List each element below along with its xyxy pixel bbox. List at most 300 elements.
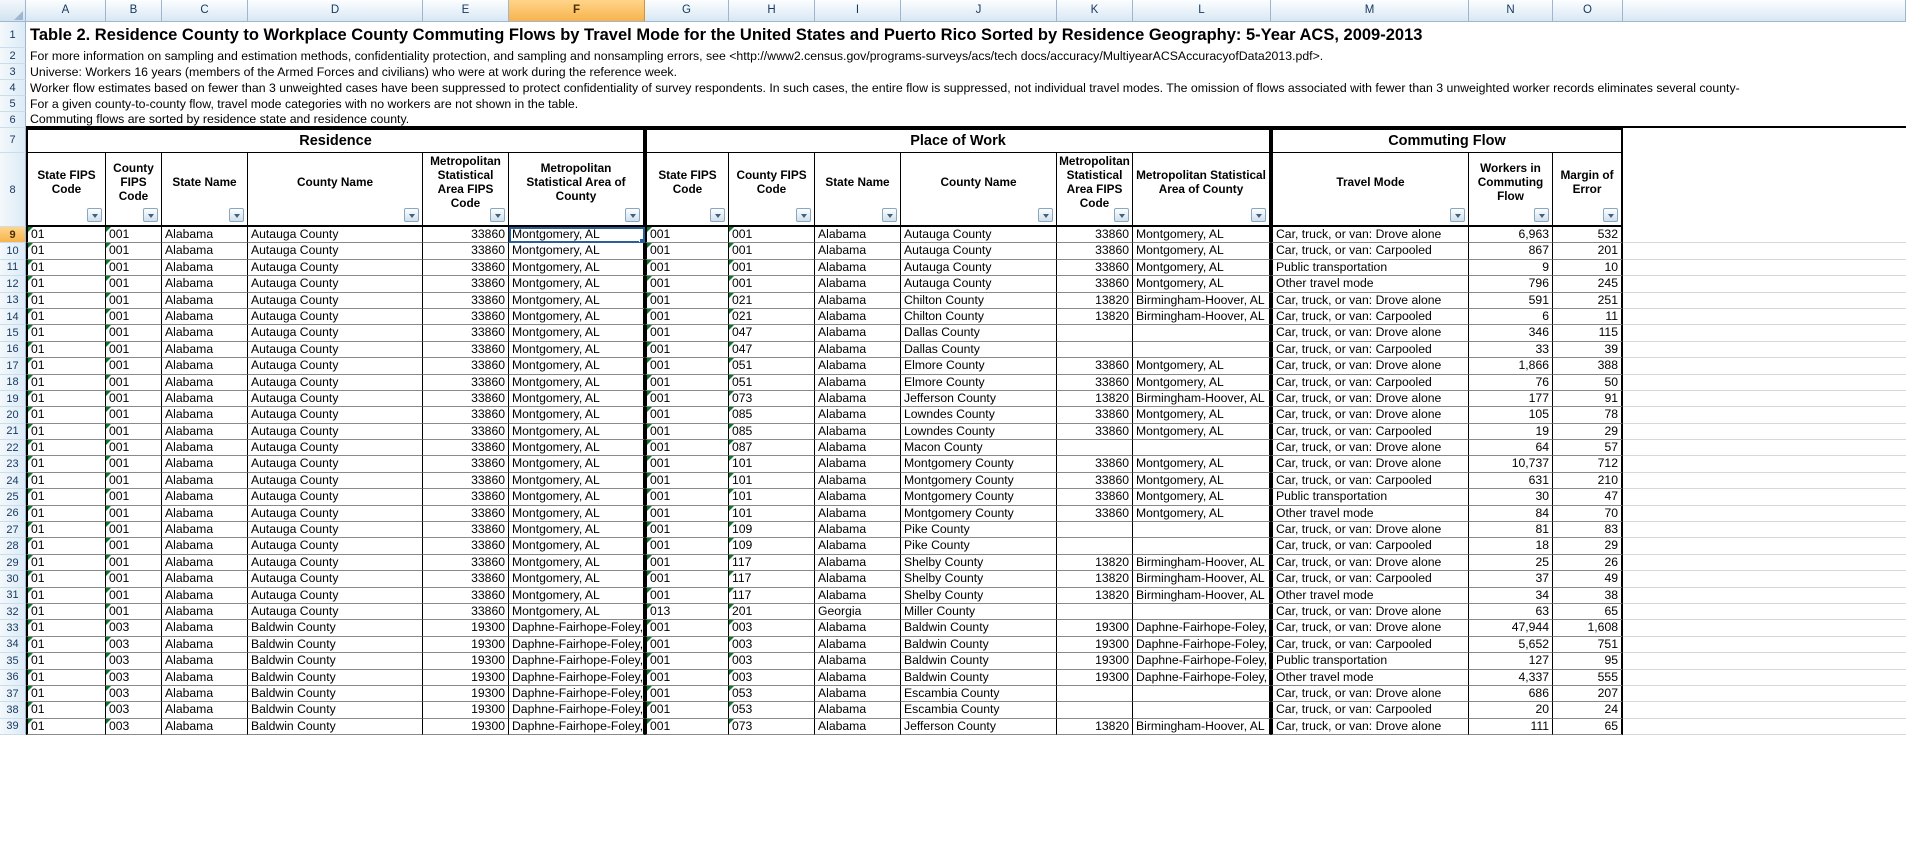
cell-travel-mode[interactable]: Car, truck, or van: Drove alone — [1271, 391, 1469, 407]
cell-pow-county-fips[interactable]: 001 — [729, 227, 815, 243]
table-row[interactable] — [0, 260, 1906, 276]
cell-res-state-name[interactable]: Alabama — [162, 489, 248, 505]
cell-pow-state-fips[interactable]: 001 — [645, 407, 729, 423]
cell-travel-mode[interactable]: Car, truck, or van: Drove alone — [1271, 407, 1469, 423]
cell-pow-msa-name[interactable] — [1133, 440, 1271, 456]
cell-pow-county-name[interactable]: Autauga County — [901, 276, 1057, 292]
row-header-31[interactable]: 31 — [0, 588, 26, 604]
cell-res-msa-fips[interactable]: 33860 — [423, 243, 509, 259]
cell-res-state-fips[interactable]: 01 — [26, 620, 106, 636]
cell-res-county-name[interactable]: Baldwin County — [248, 686, 423, 702]
cell-pow-state-name[interactable]: Alabama — [815, 260, 901, 276]
cell-res-county-fips[interactable]: 001 — [106, 555, 162, 571]
cell-pow-msa-fips[interactable]: 19300 — [1057, 620, 1133, 636]
cell-pow-state-fips[interactable]: 001 — [645, 719, 729, 735]
cell-pow-msa-name[interactable] — [1133, 686, 1271, 702]
cell-res-msa-name[interactable]: Montgomery, AL — [509, 243, 645, 259]
cell-res-county-name[interactable]: Autauga County — [248, 260, 423, 276]
cell-workers[interactable]: 76 — [1469, 375, 1553, 391]
cell-pow-county-fips[interactable]: 051 — [729, 375, 815, 391]
cell-moe[interactable]: 201 — [1553, 243, 1623, 259]
table-row[interactable] — [0, 309, 1906, 325]
cell-res-state-name[interactable]: Alabama — [162, 571, 248, 587]
cell-pow-state-name[interactable]: Alabama — [815, 243, 901, 259]
row-header-30[interactable]: 30 — [0, 571, 26, 587]
cell-travel-mode[interactable]: Car, truck, or van: Drove alone — [1271, 293, 1469, 309]
cell-pow-msa-fips[interactable] — [1057, 325, 1133, 341]
row-header-19[interactable]: 19 — [0, 391, 26, 407]
cell-pow-msa-fips[interactable]: 33860 — [1057, 506, 1133, 522]
cell-workers[interactable]: 5,652 — [1469, 637, 1553, 653]
row-header-34[interactable]: 34 — [0, 637, 26, 653]
cell-pow-state-name[interactable]: Alabama — [815, 588, 901, 604]
cell-res-state-name[interactable]: Alabama — [162, 456, 248, 472]
cell-pow-county-fips[interactable]: 001 — [729, 243, 815, 259]
cell-pow-state-name[interactable]: Alabama — [815, 325, 901, 341]
cell-res-state-fips[interactable]: 01 — [26, 440, 106, 456]
table-row[interactable] — [0, 538, 1906, 554]
cell-pow-msa-name[interactable]: Montgomery, AL — [1133, 473, 1271, 489]
cell-workers[interactable]: 37 — [1469, 571, 1553, 587]
cell-pow-msa-name[interactable] — [1133, 538, 1271, 554]
cell-pow-state-name[interactable]: Alabama — [815, 538, 901, 554]
cell-pow-msa-fips[interactable]: 13820 — [1057, 293, 1133, 309]
cell-res-state-fips[interactable]: 01 — [26, 407, 106, 423]
cell-res-msa-name[interactable]: Montgomery, AL — [509, 522, 645, 538]
cell-workers[interactable]: 84 — [1469, 506, 1553, 522]
cell-res-county-name[interactable]: Autauga County — [248, 358, 423, 374]
cell-res-msa-fips[interactable]: 33860 — [423, 588, 509, 604]
cell-pow-county-fips[interactable]: 051 — [729, 358, 815, 374]
column-header-a[interactable]: A — [26, 0, 106, 21]
cell-pow-msa-fips[interactable]: 19300 — [1057, 637, 1133, 653]
cell-res-msa-name[interactable]: Montgomery, AL — [509, 506, 645, 522]
cell-res-state-fips[interactable]: 01 — [26, 276, 106, 292]
cell-travel-mode[interactable]: Car, truck, or van: Carpooled — [1271, 309, 1469, 325]
cell-travel-mode[interactable]: Car, truck, or van: Drove alone — [1271, 555, 1469, 571]
cell-res-msa-fips[interactable]: 19300 — [423, 719, 509, 735]
cell-res-county-fips[interactable]: 003 — [106, 686, 162, 702]
cell-res-state-fips[interactable]: 01 — [26, 653, 106, 669]
cell-res-msa-fips[interactable]: 33860 — [423, 342, 509, 358]
filter-dropdown-icon[interactable] — [1114, 208, 1129, 222]
cell-pow-msa-name[interactable]: Daphne-Fairhope-Foley, — [1133, 620, 1271, 636]
cell-moe[interactable]: 26 — [1553, 555, 1623, 571]
cell-pow-county-name[interactable]: Autauga County — [901, 227, 1057, 243]
filter-dropdown-icon[interactable] — [1534, 208, 1549, 222]
cell-pow-county-name[interactable]: Dallas County — [901, 325, 1057, 341]
cell-pow-county-name[interactable]: Shelby County — [901, 588, 1057, 604]
cell-res-county-name[interactable]: Autauga County — [248, 227, 423, 243]
cell-pow-state-fips[interactable]: 001 — [645, 588, 729, 604]
cell-pow-state-fips[interactable]: 001 — [645, 391, 729, 407]
cell-pow-msa-name[interactable]: Daphne-Fairhope-Foley, — [1133, 670, 1271, 686]
cell-res-state-fips[interactable]: 01 — [26, 325, 106, 341]
cell-res-msa-fips[interactable]: 33860 — [423, 522, 509, 538]
cell-res-msa-name[interactable]: Montgomery, AL — [509, 358, 645, 374]
cell-moe[interactable]: 210 — [1553, 473, 1623, 489]
cell-res-msa-fips[interactable]: 33860 — [423, 309, 509, 325]
filter-dropdown-icon[interactable] — [1450, 208, 1465, 222]
cell-workers[interactable]: 111 — [1469, 719, 1553, 735]
cell-res-state-fips[interactable]: 01 — [26, 506, 106, 522]
table-row[interactable] — [0, 424, 1906, 440]
cell-pow-county-fips[interactable]: 073 — [729, 719, 815, 735]
table-row[interactable] — [0, 522, 1906, 538]
row-header-32[interactable]: 32 — [0, 604, 26, 620]
cell-pow-county-name[interactable]: Montgomery County — [901, 506, 1057, 522]
cell-pow-state-fips[interactable]: 001 — [645, 637, 729, 653]
row-header-39[interactable]: 39 — [0, 719, 26, 735]
cell-res-state-name[interactable]: Alabama — [162, 309, 248, 325]
cell-workers[interactable]: 686 — [1469, 686, 1553, 702]
cell-pow-county-fips[interactable]: 109 — [729, 538, 815, 554]
cell-res-state-name[interactable]: Alabama — [162, 440, 248, 456]
cell-travel-mode[interactable]: Public transportation — [1271, 260, 1469, 276]
cell-res-msa-name[interactable]: Daphne-Fairhope-Foley, — [509, 670, 645, 686]
cell-res-msa-fips[interactable]: 33860 — [423, 506, 509, 522]
cell-res-state-name[interactable]: Alabama — [162, 637, 248, 653]
cell-travel-mode[interactable]: Car, truck, or van: Drove alone — [1271, 456, 1469, 472]
cell-moe[interactable]: 78 — [1553, 407, 1623, 423]
cell-moe[interactable]: 207 — [1553, 686, 1623, 702]
cell-res-msa-name[interactable]: Montgomery, AL — [509, 555, 645, 571]
cell-res-state-name[interactable]: Alabama — [162, 276, 248, 292]
cell-res-county-fips[interactable]: 003 — [106, 719, 162, 735]
cell-moe[interactable]: 532 — [1553, 227, 1623, 243]
cell-res-msa-fips[interactable]: 33860 — [423, 276, 509, 292]
cell-workers[interactable]: 346 — [1469, 325, 1553, 341]
cell-res-county-fips[interactable]: 001 — [106, 456, 162, 472]
cell-workers[interactable]: 10,737 — [1469, 456, 1553, 472]
cell-pow-county-name[interactable]: Shelby County — [901, 571, 1057, 587]
cell-travel-mode[interactable]: Other travel mode — [1271, 670, 1469, 686]
cell-pow-state-name[interactable]: Alabama — [815, 653, 901, 669]
cell-res-county-fips[interactable]: 001 — [106, 260, 162, 276]
cell-pow-msa-fips[interactable]: 13820 — [1057, 309, 1133, 325]
cell-res-msa-fips[interactable]: 33860 — [423, 424, 509, 440]
cell-pow-county-fips[interactable]: 021 — [729, 293, 815, 309]
cell-res-msa-fips[interactable]: 33860 — [423, 440, 509, 456]
column-header-n[interactable]: N — [1469, 0, 1553, 21]
cell-pow-county-name[interactable]: Miller County — [901, 604, 1057, 620]
cell-res-msa-fips[interactable]: 33860 — [423, 604, 509, 620]
cell-res-msa-fips[interactable]: 19300 — [423, 653, 509, 669]
cell-res-state-fips[interactable]: 01 — [26, 686, 106, 702]
cell-workers[interactable]: 33 — [1469, 342, 1553, 358]
cell-moe[interactable]: 47 — [1553, 489, 1623, 505]
cell-pow-county-name[interactable]: Escambia County — [901, 686, 1057, 702]
cell-pow-msa-fips[interactable]: 33860 — [1057, 260, 1133, 276]
cell-pow-county-name[interactable]: Jefferson County — [901, 719, 1057, 735]
cell-res-state-fips[interactable]: 01 — [26, 571, 106, 587]
table-row[interactable] — [0, 489, 1906, 505]
filter-dropdown-icon[interactable] — [1251, 208, 1266, 222]
cell-res-state-fips[interactable]: 01 — [26, 604, 106, 620]
cell-res-county-fips[interactable]: 003 — [106, 620, 162, 636]
cell-pow-county-fips[interactable]: 053 — [729, 702, 815, 718]
cell-pow-state-name[interactable]: Alabama — [815, 555, 901, 571]
cell-res-county-name[interactable]: Baldwin County — [248, 620, 423, 636]
filter-dropdown-icon[interactable] — [625, 208, 640, 222]
cell-pow-state-name[interactable]: Alabama — [815, 456, 901, 472]
cell-pow-msa-name[interactable]: Montgomery, AL — [1133, 489, 1271, 505]
cell-travel-mode[interactable]: Car, truck, or van: Drove alone — [1271, 522, 1469, 538]
table-row[interactable] — [0, 293, 1906, 309]
cell-res-msa-name[interactable]: Montgomery, AL — [509, 325, 645, 341]
cell-pow-county-fips[interactable]: 101 — [729, 489, 815, 505]
column-header-i[interactable]: I — [815, 0, 901, 21]
row-header-35[interactable]: 35 — [0, 653, 26, 669]
cell-workers[interactable]: 25 — [1469, 555, 1553, 571]
cell-pow-msa-name[interactable]: Birmingham-Hoover, AL — [1133, 293, 1271, 309]
cell-pow-state-fips[interactable]: 001 — [645, 473, 729, 489]
cell-workers[interactable]: 177 — [1469, 391, 1553, 407]
cell-pow-state-name[interactable]: Georgia — [815, 604, 901, 620]
table-row[interactable] — [0, 407, 1906, 423]
cell-pow-state-fips[interactable]: 001 — [645, 424, 729, 440]
cell-res-msa-name[interactable]: Montgomery, AL — [509, 293, 645, 309]
cell-res-state-name[interactable]: Alabama — [162, 227, 248, 243]
cell-res-state-name[interactable]: Alabama — [162, 375, 248, 391]
cell-workers[interactable]: 127 — [1469, 653, 1553, 669]
cell-pow-county-fips[interactable]: 003 — [729, 670, 815, 686]
cell-pow-msa-name[interactable]: Montgomery, AL — [1133, 243, 1271, 259]
cell-res-county-name[interactable]: Autauga County — [248, 473, 423, 489]
cell-pow-county-fips[interactable]: 085 — [729, 424, 815, 440]
cell-pow-state-name[interactable]: Alabama — [815, 670, 901, 686]
column-header-h[interactable]: H — [729, 0, 815, 21]
cell-res-state-fips[interactable]: 01 — [26, 702, 106, 718]
cell-workers[interactable]: 9 — [1469, 260, 1553, 276]
cell-travel-mode[interactable]: Car, truck, or van: Carpooled — [1271, 538, 1469, 554]
cell-pow-msa-name[interactable]: Montgomery, AL — [1133, 375, 1271, 391]
cell-moe[interactable]: 65 — [1553, 604, 1623, 620]
cell-moe[interactable]: 29 — [1553, 538, 1623, 554]
cell-res-msa-name[interactable]: Montgomery, AL — [509, 309, 645, 325]
cell-res-state-name[interactable]: Alabama — [162, 358, 248, 374]
cell-moe[interactable]: 83 — [1553, 522, 1623, 538]
cell-pow-msa-name[interactable]: Montgomery, AL — [1133, 456, 1271, 472]
cell-moe[interactable]: 555 — [1553, 670, 1623, 686]
cell-res-county-name[interactable]: Baldwin County — [248, 653, 423, 669]
cell-res-county-fips[interactable]: 001 — [106, 391, 162, 407]
cell-res-msa-name[interactable]: Daphne-Fairhope-Foley, — [509, 702, 645, 718]
row-header-14[interactable]: 14 — [0, 309, 26, 325]
cell-res-msa-fips[interactable]: 33860 — [423, 391, 509, 407]
cell-res-state-fips[interactable]: 01 — [26, 456, 106, 472]
cell-res-state-fips[interactable]: 01 — [26, 391, 106, 407]
cell-res-msa-fips[interactable]: 33860 — [423, 407, 509, 423]
cell-res-county-fips[interactable]: 001 — [106, 342, 162, 358]
cell-res-state-name[interactable]: Alabama — [162, 538, 248, 554]
cell-res-county-fips[interactable]: 001 — [106, 473, 162, 489]
cell-travel-mode[interactable]: Other travel mode — [1271, 588, 1469, 604]
cell-res-msa-fips[interactable]: 33860 — [423, 555, 509, 571]
cell-res-county-fips[interactable]: 003 — [106, 702, 162, 718]
cell-res-msa-name[interactable]: Montgomery, AL — [509, 588, 645, 604]
cell-workers[interactable]: 6 — [1469, 309, 1553, 325]
cell-res-county-fips[interactable]: 001 — [106, 424, 162, 440]
cell-travel-mode[interactable]: Car, truck, or van: Carpooled — [1271, 702, 1469, 718]
select-all-corner[interactable] — [0, 0, 26, 21]
cell-pow-msa-name[interactable]: Birmingham-Hoover, AL — [1133, 309, 1271, 325]
row-header-15[interactable]: 15 — [0, 325, 26, 341]
cell-workers[interactable]: 81 — [1469, 522, 1553, 538]
cell-res-msa-name[interactable]: Daphne-Fairhope-Foley, — [509, 686, 645, 702]
cell-moe[interactable]: 11 — [1553, 309, 1623, 325]
cell-res-msa-fips[interactable]: 33860 — [423, 358, 509, 374]
column-header-d[interactable]: D — [248, 0, 423, 21]
cell-pow-msa-name[interactable]: Daphne-Fairhope-Foley, — [1133, 637, 1271, 653]
cell-travel-mode[interactable]: Car, truck, or van: Drove alone — [1271, 620, 1469, 636]
cell-travel-mode[interactable]: Car, truck, or van: Carpooled — [1271, 342, 1469, 358]
row-header-13[interactable]: 13 — [0, 293, 26, 309]
cell-pow-county-name[interactable]: Chilton County — [901, 293, 1057, 309]
table-row[interactable] — [0, 637, 1906, 653]
table-row[interactable] — [0, 276, 1906, 292]
row-header-24[interactable]: 24 — [0, 473, 26, 489]
cell-res-state-name[interactable]: Alabama — [162, 555, 248, 571]
cell-res-county-fips[interactable]: 001 — [106, 489, 162, 505]
cell-res-state-name[interactable]: Alabama — [162, 719, 248, 735]
cell-moe[interactable]: 251 — [1553, 293, 1623, 309]
table-row[interactable] — [0, 604, 1906, 620]
row-header-6[interactable]: 6 — [0, 112, 26, 128]
cell-res-county-fips[interactable]: 001 — [106, 588, 162, 604]
row-header-20[interactable]: 20 — [0, 407, 26, 423]
cell-moe[interactable]: 39 — [1553, 342, 1623, 358]
table-row[interactable] — [0, 358, 1906, 374]
cell-pow-state-fips[interactable]: 001 — [645, 702, 729, 718]
cell-pow-county-fips[interactable]: 101 — [729, 456, 815, 472]
cell-res-state-fips[interactable]: 01 — [26, 293, 106, 309]
row-header-3[interactable]: 3 — [0, 64, 26, 80]
filter-dropdown-icon[interactable] — [490, 208, 505, 222]
cell-pow-state-name[interactable]: Alabama — [815, 276, 901, 292]
cell-pow-county-name[interactable]: Escambia County — [901, 702, 1057, 718]
cell-pow-county-fips[interactable]: 201 — [729, 604, 815, 620]
cell-pow-county-fips[interactable]: 047 — [729, 325, 815, 341]
cell-res-state-name[interactable]: Alabama — [162, 670, 248, 686]
row-header-16[interactable]: 16 — [0, 342, 26, 358]
cell-pow-state-name[interactable]: Alabama — [815, 440, 901, 456]
cell-res-msa-name[interactable]: Daphne-Fairhope-Foley, — [509, 719, 645, 735]
filter-dropdown-icon[interactable] — [882, 208, 897, 222]
cell-pow-county-fips[interactable]: 073 — [729, 391, 815, 407]
cell-pow-county-name[interactable]: Shelby County — [901, 555, 1057, 571]
table-row[interactable] — [0, 653, 1906, 669]
cell-pow-county-name[interactable]: Macon County — [901, 440, 1057, 456]
cell-res-county-name[interactable]: Baldwin County — [248, 702, 423, 718]
table-row[interactable] — [0, 588, 1906, 604]
cell-pow-msa-name[interactable]: Birmingham-Hoover, AL — [1133, 391, 1271, 407]
cell-travel-mode[interactable]: Car, truck, or van: Carpooled — [1271, 243, 1469, 259]
cell-pow-msa-fips[interactable] — [1057, 702, 1133, 718]
cell-res-state-fips[interactable]: 01 — [26, 588, 106, 604]
cell-pow-state-fips[interactable]: 001 — [645, 686, 729, 702]
cell-res-county-name[interactable]: Autauga County — [248, 342, 423, 358]
filter-dropdown-icon[interactable] — [796, 208, 811, 222]
cell-pow-state-fips[interactable]: 001 — [645, 522, 729, 538]
cell-workers[interactable]: 34 — [1469, 588, 1553, 604]
cell-moe[interactable]: 70 — [1553, 506, 1623, 522]
cell-pow-state-name[interactable]: Alabama — [815, 309, 901, 325]
cell-res-state-name[interactable]: Alabama — [162, 407, 248, 423]
cell-pow-msa-name[interactable]: Birmingham-Hoover, AL — [1133, 571, 1271, 587]
cell-pow-state-name[interactable]: Alabama — [815, 686, 901, 702]
filter-dropdown-icon[interactable] — [143, 208, 158, 222]
cell-pow-msa-name[interactable]: Montgomery, AL — [1133, 276, 1271, 292]
row-header-21[interactable]: 21 — [0, 424, 26, 440]
cell-res-msa-fips[interactable]: 33860 — [423, 571, 509, 587]
cell-res-state-name[interactable]: Alabama — [162, 325, 248, 341]
cell-res-msa-name[interactable]: Montgomery, AL — [509, 407, 645, 423]
cell-moe[interactable]: 91 — [1553, 391, 1623, 407]
cell-workers[interactable]: 20 — [1469, 702, 1553, 718]
cell-res-msa-fips[interactable]: 33860 — [423, 375, 509, 391]
cell-res-msa-fips[interactable]: 33860 — [423, 538, 509, 554]
cell-travel-mode[interactable]: Other travel mode — [1271, 506, 1469, 522]
cell-pow-msa-name[interactable] — [1133, 522, 1271, 538]
cell-res-msa-fips[interactable]: 33860 — [423, 473, 509, 489]
cell-res-state-name[interactable]: Alabama — [162, 702, 248, 718]
table-row[interactable] — [0, 702, 1906, 718]
cell-pow-county-name[interactable]: Dallas County — [901, 342, 1057, 358]
cell-res-state-name[interactable]: Alabama — [162, 522, 248, 538]
cell-res-msa-fips[interactable]: 19300 — [423, 670, 509, 686]
cell-res-county-name[interactable]: Autauga County — [248, 309, 423, 325]
cell-pow-msa-fips[interactable] — [1057, 342, 1133, 358]
cell-res-county-name[interactable]: Autauga County — [248, 538, 423, 554]
cell-pow-msa-fips[interactable]: 33860 — [1057, 276, 1133, 292]
cell-pow-county-fips[interactable]: 003 — [729, 620, 815, 636]
cell-pow-state-fips[interactable]: 001 — [645, 276, 729, 292]
cell-res-state-fips[interactable]: 01 — [26, 637, 106, 653]
cell-res-state-fips[interactable]: 01 — [26, 227, 106, 243]
cell-res-state-name[interactable]: Alabama — [162, 506, 248, 522]
cell-pow-msa-name[interactable]: Montgomery, AL — [1133, 260, 1271, 276]
cell-pow-msa-fips[interactable] — [1057, 686, 1133, 702]
cell-pow-msa-fips[interactable]: 33860 — [1057, 424, 1133, 440]
cell-pow-state-name[interactable]: Alabama — [815, 571, 901, 587]
cell-res-state-fips[interactable]: 01 — [26, 538, 106, 554]
cell-res-county-name[interactable]: Autauga County — [248, 522, 423, 538]
cell-moe[interactable]: 57 — [1553, 440, 1623, 456]
cell-pow-msa-name[interactable]: Montgomery, AL — [1133, 358, 1271, 374]
cell-pow-county-fips[interactable]: 003 — [729, 653, 815, 669]
cell-pow-msa-name[interactable]: Montgomery, AL — [1133, 227, 1271, 243]
cell-workers[interactable]: 105 — [1469, 407, 1553, 423]
cell-res-msa-name[interactable]: Montgomery, AL — [509, 227, 645, 243]
column-header-o[interactable]: O — [1553, 0, 1623, 21]
column-header-j[interactable]: J — [901, 0, 1057, 21]
cell-pow-county-fips[interactable]: 053 — [729, 686, 815, 702]
cell-travel-mode[interactable]: Other travel mode — [1271, 276, 1469, 292]
cell-res-msa-name[interactable]: Montgomery, AL — [509, 473, 645, 489]
cell-res-county-name[interactable]: Autauga County — [248, 325, 423, 341]
cell-res-county-fips[interactable]: 001 — [106, 440, 162, 456]
cell-res-state-fips[interactable]: 01 — [26, 358, 106, 374]
cell-pow-msa-name[interactable]: Montgomery, AL — [1133, 506, 1271, 522]
row-header-9[interactable]: 9 — [0, 227, 26, 243]
cell-res-msa-fips[interactable]: 33860 — [423, 227, 509, 243]
cell-res-msa-fips[interactable]: 33860 — [423, 293, 509, 309]
table-row[interactable] — [0, 243, 1906, 259]
cell-res-msa-name[interactable]: Montgomery, AL — [509, 342, 645, 358]
cell-res-msa-fips[interactable]: 33860 — [423, 489, 509, 505]
cell-workers[interactable]: 63 — [1469, 604, 1553, 620]
